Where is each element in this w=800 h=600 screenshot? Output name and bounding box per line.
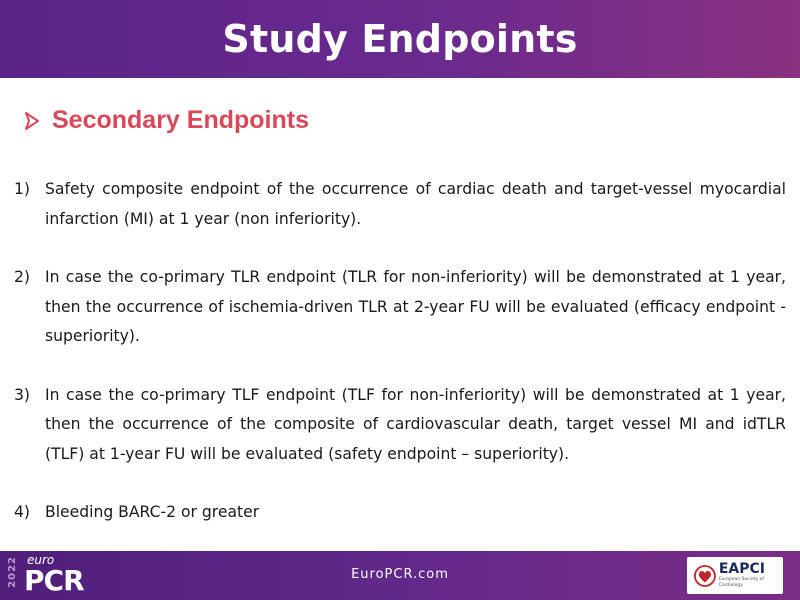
list-item-text: In case the co-primary TLR endpoint (TLR for non-inferiority) will be demonstrated at 1 year, then the occurrence of ischemia-driven TLR at 2-year FU will be evaluated (efficacy endpoint - superiority). <box>45 268 786 345</box>
list-item <box>14 498 786 528</box>
footer-year: 2022 <box>7 556 18 588</box>
heart-icon <box>694 564 716 588</box>
arrow-bullet-icon <box>24 111 40 131</box>
footer-bar <box>0 551 800 600</box>
list-item-text: Bleeding BARC-2 or greater <box>45 503 260 521</box>
logo-euro-text: euro <box>27 553 55 567</box>
section-heading <box>24 106 309 135</box>
eapci-name: EAPCI <box>718 561 765 577</box>
list-item-number: 4) <box>14 503 31 521</box>
list-item <box>14 175 786 234</box>
endpoint-list <box>14 175 786 528</box>
list-item-number: 3) <box>14 385 31 404</box>
list-item-number: 1) <box>14 180 31 198</box>
list-item-text: In case the co-primary TLF endpoint (TLF for non-inferiority) will be demonstrated at 1 year, then the occurrence of the composite of cardiovascular death, target vessel MI and idTLR (TLF) at 1-year FU will be evaluated (safety endpoint – superiority). <box>45 385 786 463</box>
eapci-text <box>719 562 783 589</box>
logo-pcr-text: PCR <box>24 564 84 597</box>
list-item <box>14 381 786 470</box>
list-item <box>14 263 786 352</box>
list-item-number: 2) <box>14 268 31 286</box>
website-link[interactable]: EuroPCR.com <box>351 567 449 582</box>
eapci-subtitle: European Society of Cardiology <box>718 577 764 588</box>
section-heading-text: Secondary Endpoints <box>52 106 309 134</box>
list-item-text: Safety composite endpoint of the occurrence of cardiac death and target-vessel myocardial infarction (MI) at 1 year (non inferiority). <box>45 180 786 228</box>
page-title: Study Endpoints <box>222 17 578 61</box>
title-bar <box>0 0 800 78</box>
eapci-logo <box>687 557 783 594</box>
